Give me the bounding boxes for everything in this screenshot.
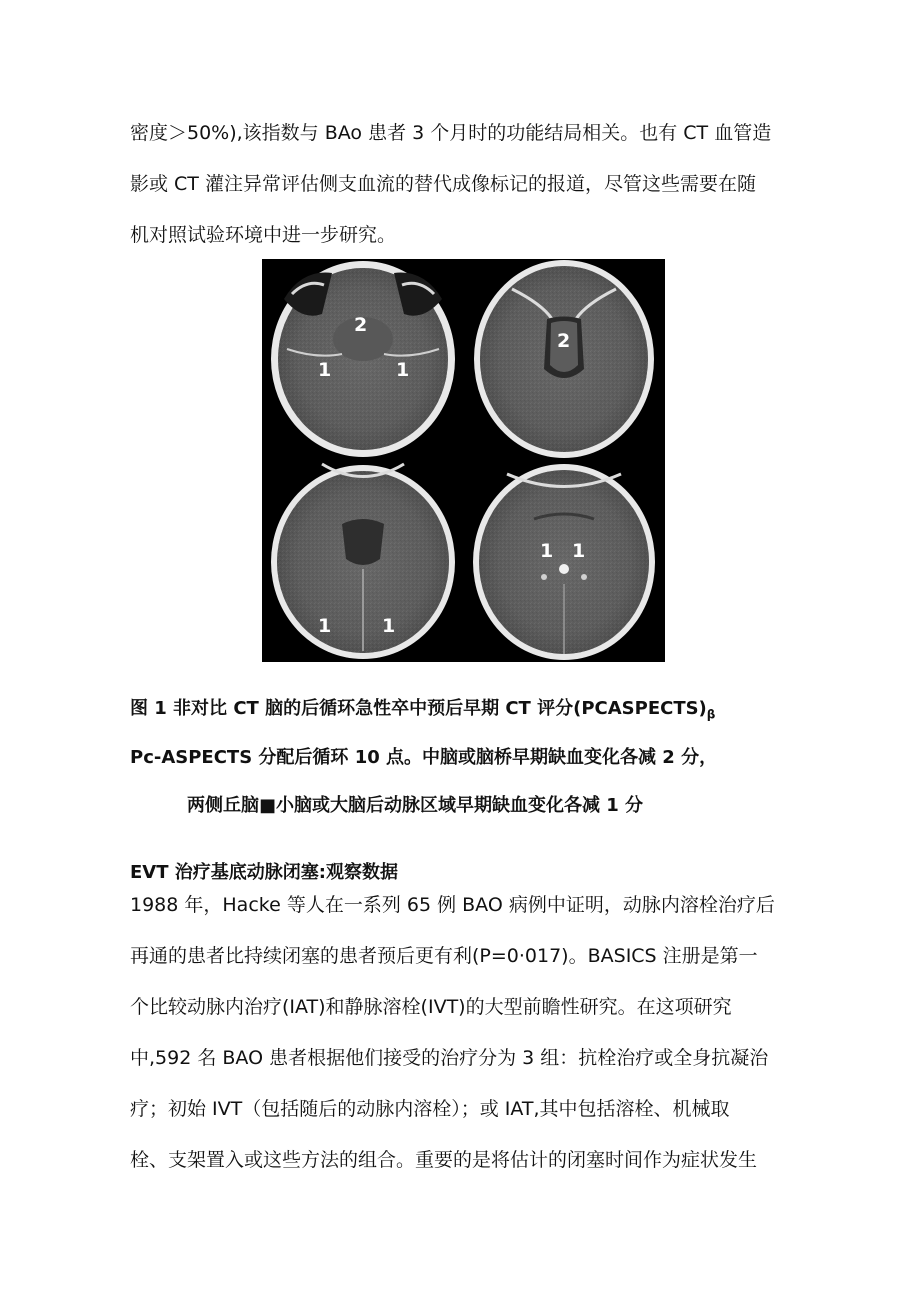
zone-label: 1 xyxy=(396,359,410,381)
zone-label: 2 xyxy=(557,330,571,352)
caption-subscript: β xyxy=(706,707,716,722)
ct-panel-1 xyxy=(271,261,455,457)
zone-label: 1 xyxy=(540,540,554,562)
text-line: 机对照试验环境中进一步研究。 xyxy=(130,224,397,246)
figure-caption-line-3: 两侧丘脑■小脑或大脑后动脉区域早期缺血变化各减 1 分 xyxy=(187,795,644,816)
figure-caption-line-1 xyxy=(130,697,715,727)
text-line: 影或 CT 灌注异常评估侧支血流的替代成像标记的报道，尽管这些需要在随 xyxy=(130,173,756,195)
ct-panel-2 xyxy=(474,260,654,458)
text-line: 再通的患者比持续闭塞的患者预后更有利(P=0·017)。BASICS 注册是第一 xyxy=(130,945,758,967)
ct-panel-4 xyxy=(473,464,655,660)
paragraph-top xyxy=(130,108,800,261)
text-line: 1988 年，Hacke 等人在一系列 65 例 BAO 病例中证明，动脉内溶栓治疗后 xyxy=(130,894,775,916)
zone-label: 1 xyxy=(318,615,332,637)
ct-scan-figure xyxy=(262,259,665,662)
section-heading: EVT 治疗基底动脉闭塞:观察数据 xyxy=(130,862,398,883)
text-line: 中,592 名 BAO 患者根据他们接受的治疗分为 3 组：抗栓治疗或全身抗凝治 xyxy=(130,1047,769,1069)
paragraph-bottom xyxy=(130,880,800,1186)
text-line: 疗；初始 IVT（包括随后的动脉内溶栓）；或 IAT,其中包括溶栓、机械取 xyxy=(130,1098,730,1120)
caption-text: 图 1 非对比 CT 脑的后循环急性卒中预后早期 CT 评分(PCASPECTS) xyxy=(130,698,707,719)
text-line: 个比较动脉内治疗(IAT)和静脉溶栓(IVT)的大型前瞻性研究。在这项研究 xyxy=(130,996,732,1018)
text-line: 密度＞50%),该指数与 BAo 患者 3 个月时的功能结局相关。也有 CT 血管造 xyxy=(130,122,772,144)
zone-label: 1 xyxy=(572,540,586,562)
zone-label: 1 xyxy=(318,359,332,381)
ct-panel-3 xyxy=(271,464,455,659)
figure-caption-line-2: Pc-ASPECTS 分配后循环 10 点。中脑或脑桥早期缺血变化各减 2 分， xyxy=(130,747,718,768)
zone-label: 1 xyxy=(382,615,396,637)
text-line: 栓、支架置入或这些方法的组合。重要的是将估计的闭塞时间作为症状发生 xyxy=(130,1149,758,1171)
zone-label: 2 xyxy=(354,314,368,336)
